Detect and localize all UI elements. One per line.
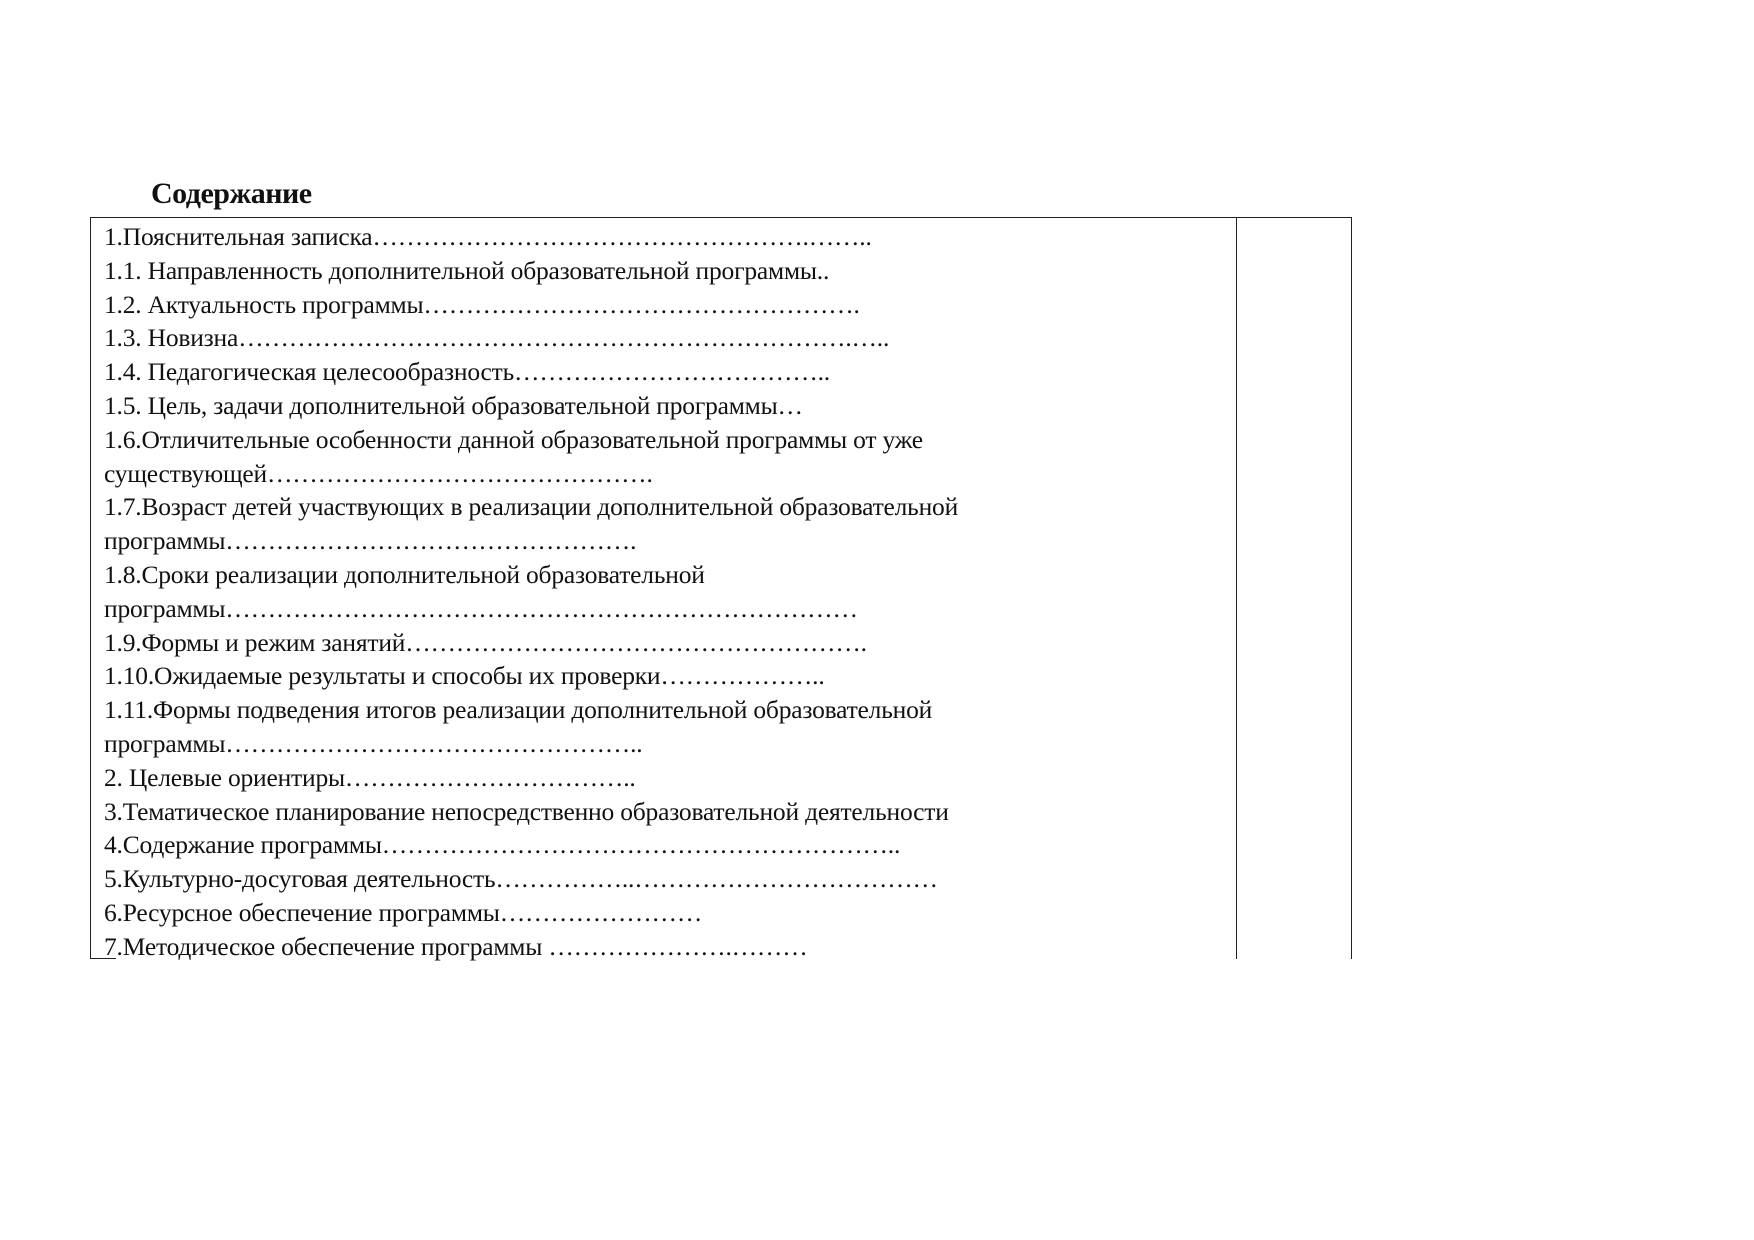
toc-entry-1[interactable]: 1.Пояснительная записка…………………………………………….……..: [104, 222, 872, 251]
toc-entry-1-7[interactable]: 1.7.Возраст детей участвующих в реализации дополнительной образовательной: [104, 492, 959, 522]
toc-entry-1-4[interactable]: 1.4. Педагогическая целесообразность………………………………..: [104, 357, 830, 387]
toc-entry-1-7-continued[interactable]: программы………………………………………….: [104, 526, 637, 556]
toc-entry-1-9[interactable]: 1.9.Формы и режим занятий……………………………………………….: [104, 627, 867, 657]
toc-entry-1-8[interactable]: 1.8.Сроки реализации дополнительной образовательной: [104, 559, 705, 589]
toc-entry-1-6-continued[interactable]: существующей……………………………………….: [104, 458, 653, 488]
toc-entry-7[interactable]: 7.Методическое обеспечение программы ………………….………: [104, 931, 808, 961]
toc-entry-6[interactable]: 6.Ресурсное обеспечение программы……………………: [104, 897, 703, 927]
toc-entry-1-2[interactable]: 1.2. Актуальность программы…………………………………………….: [104, 289, 860, 319]
toc-entry-2[interactable]: 2. Целевые ориентиры……………………………..: [104, 762, 636, 792]
toc-list: [104, 220, 1224, 964]
toc-page-column-divider: [1236, 217, 1237, 959]
toc-entry-3[interactable]: 3.Тематическое планирование непосредственно образовательной деятельности: [104, 796, 949, 826]
toc-entry-1-11[interactable]: 1.11.Формы подведения итогов реализации дополнительной образовательной: [104, 695, 933, 725]
toc-entry-1-8-continued[interactable]: программы…………………………………………………………………: [104, 593, 858, 623]
toc-entry-1-3[interactable]: 1.3. Новизна……………………………………………………………….…..: [104, 323, 890, 353]
toc-entry-1-1[interactable]: 1.1. Направленность дополнительной образовательной программы..: [104, 255, 830, 285]
page-title: Содержание: [151, 177, 312, 210]
toc-entry-4[interactable]: 4.Содержание программы……………………………………………………..: [104, 830, 901, 860]
toc-entry-1-6[interactable]: 1.6.Отличительные особенности данной образовательной программы от уже: [104, 424, 923, 454]
toc-entry-1-11-continued[interactable]: программы…………………………………………..: [104, 728, 643, 758]
toc-entry-1-10[interactable]: 1.10.Ожидаемые результаты и способы их проверки………………..: [104, 661, 825, 691]
toc-entry-5[interactable]: 5.Культурно-досуговая деятельность……………..………………………………: [104, 864, 938, 894]
toc-entry-1-5[interactable]: 1.5. Цель, задачи дополнительной образовательной программы…: [104, 390, 803, 420]
